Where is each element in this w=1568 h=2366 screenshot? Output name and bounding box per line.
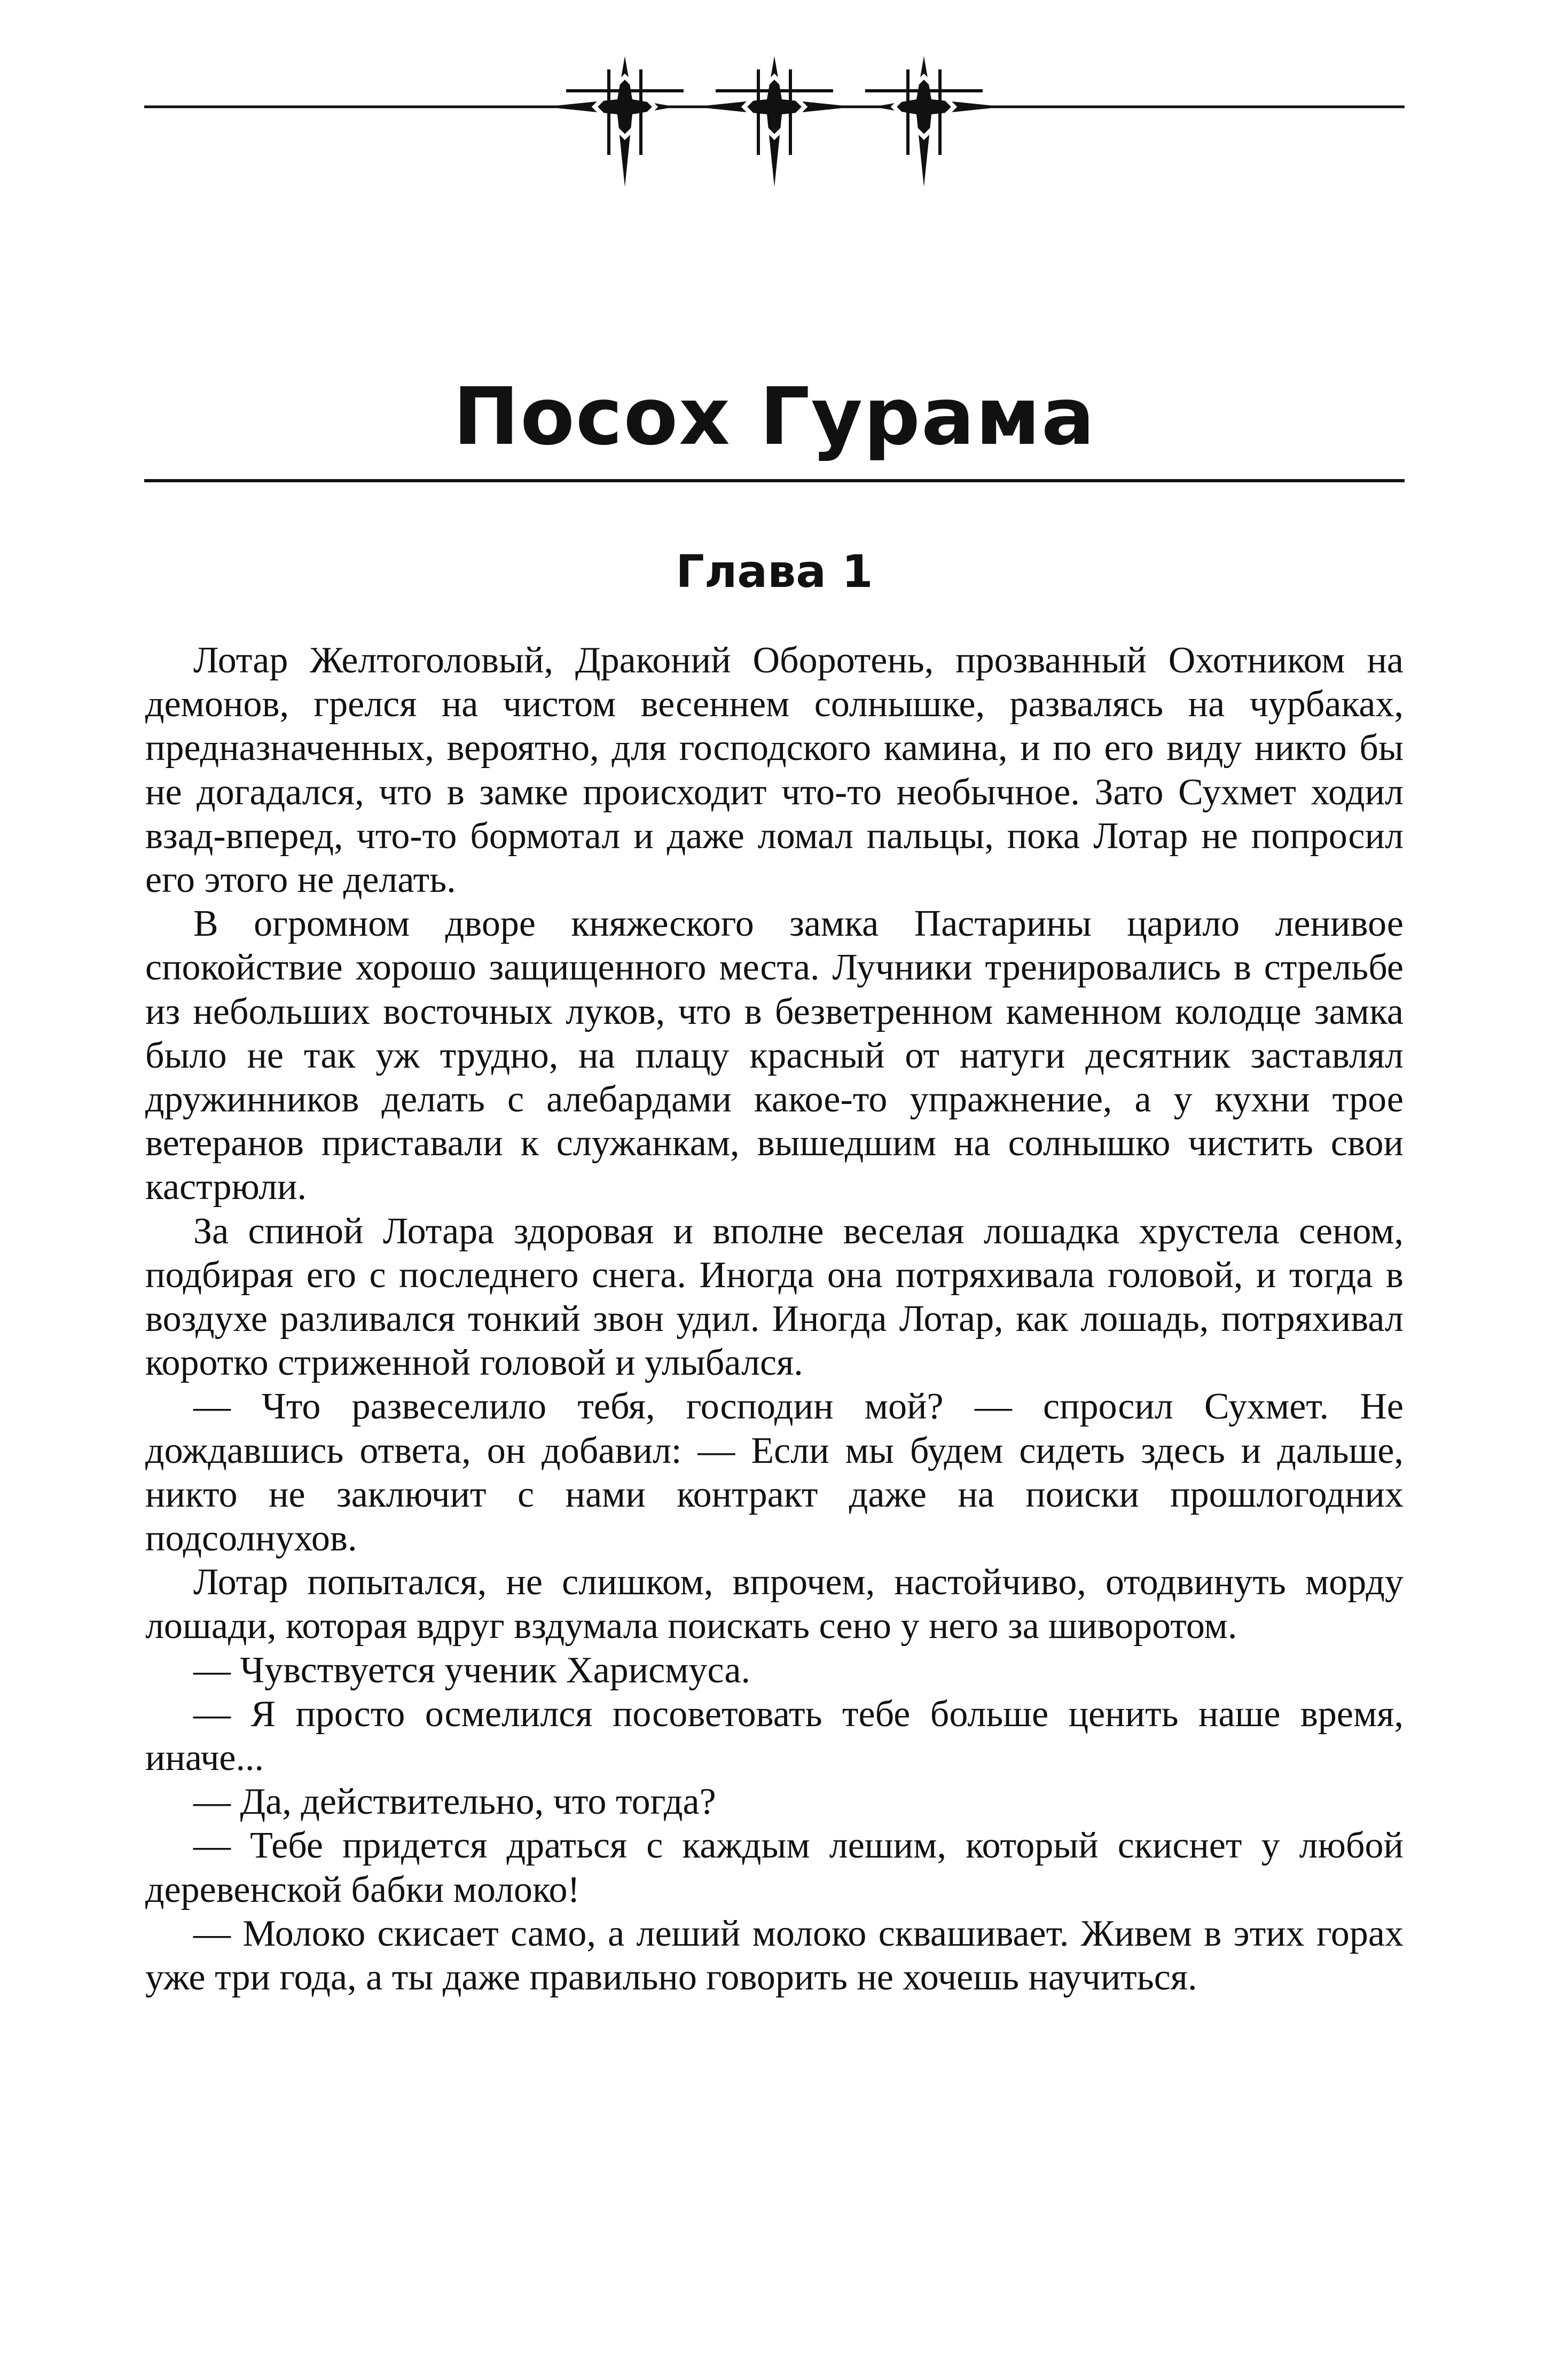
- paragraph: Лотар Желтоголовый, Драконий Оборотень, прозванный Охотником на демонов, грелся на чистом весеннем солнышке, развалясь на чурбаках, предназначенных, вероятно, для господского камина, и по его виду никто бы не догадался, что в замке происходит что-то необычное. Зато Сухмет ходил взад-вперед, что-то бормотал и даже ломал пальцы, пока Лотар не попросил его этого не делать.: [145, 640, 1404, 901]
- dialogue-line: — Да, действительно, что тогда?: [193, 1781, 716, 1823]
- paragraph: Лотар попытался, не слишком, впрочем, настойчиво, отодвинуть морду лошади, которая вдруг вздумала поискать сено у него за шиворотом.: [145, 1562, 1404, 1647]
- dialogue-line: — Что развеселило тебя, господин мой? — спросил Сухмет. Не дождавшись ответа, он добавил: — Если мы будем сидеть здесь и дальше, никто не заключит с нами контракт даже на поиски прошлогодних подсолнухов.: [145, 1386, 1404, 1560]
- chapter-title: Глава 1: [676, 545, 873, 598]
- paragraph: В огромном дворе княжеского замка Пастарины царило ленивое спокойствие хорошо защищенного места. Лучники тренировались в стрельбе из небольших восточных луков, что в безветренном каменном колодце замка было не так уж трудно, на плацу красный от натуги десятник заставлял дружинников делать с алебардами какое-то упражнение, а у кухни трое ветеранов приставали к служанкам, вышедшим на солнышко чистить свои кастрюли.: [145, 903, 1404, 1208]
- ornament-star: [545, 56, 684, 187]
- title-rule: [144, 479, 1405, 482]
- dialogue-line: — Тебе придется драться с каждым лешим, который скиснет у любой деревенской бабки молоко!: [145, 1825, 1404, 1910]
- dialogue-line: — Чувствуется ученик Харисмуса.: [193, 1649, 750, 1691]
- book-title: Посох Гурама: [453, 371, 1096, 463]
- chapter-body: [145, 639, 1404, 2000]
- dialogue-line: — Молоко скисает само, а леший молоко сквашивает. Живем в этих горах уже три года, а ты даже правильно говорить не хочешь научиться.: [145, 1913, 1404, 1999]
- ornament-star: [694, 56, 854, 187]
- paragraph: За спиной Лотара здоровая и вполне веселая лошадка хрустела сеном, подбирая его с последнего снега. Иногда она потряхивала головой, и тогда в воздухе разливался тонкий звон удил. Иногда Лотар, как лошадь, потряхивал коротко стриженной головой и улыбался.: [145, 1210, 1404, 1384]
- ornament-divider: [144, 53, 1405, 187]
- dialogue-line: — Я просто осмелился посоветовать тебе больше ценить наше время, иначе...: [145, 1693, 1404, 1779]
- ornament-star: [865, 56, 1004, 187]
